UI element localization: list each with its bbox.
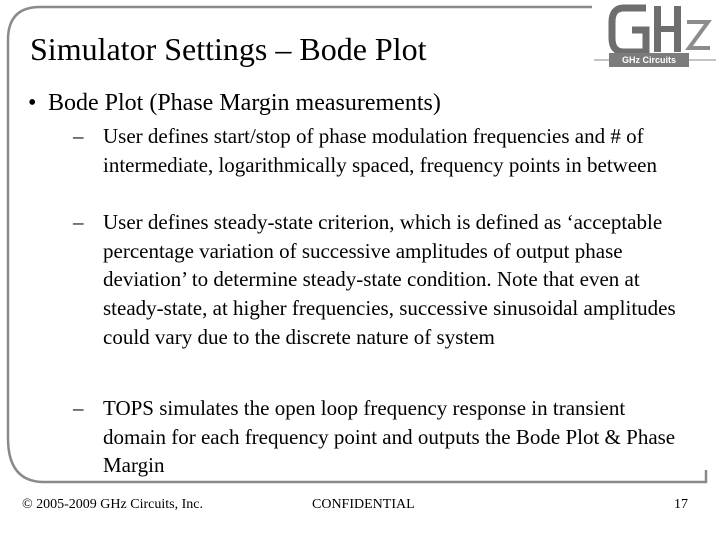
main-bullet bbox=[28, 88, 441, 118]
sub-bullet-text: User defines start/stop of phase modulation frequencies and # of intermediate, logarithmically spaced, frequency points in between bbox=[103, 124, 657, 177]
footer-page-number: 17 bbox=[674, 497, 688, 512]
sub-bullet-marker: – bbox=[73, 396, 84, 420]
sub-bullet-text: TOPS simulates the open loop frequency response in transient domain for each frequency point and outputs the Bode Plot & Phase Margin bbox=[103, 396, 676, 478]
sub-bullet-text: User defines steady-state criterion, which is defined as ‘acceptable percentage variation of successive amplitudes of output phase deviation’ to determine steady-state condition. Note that even at steady-state, at higher frequencies, successive sinusoidal amplitudes could vary due to the discrete nature of system bbox=[103, 210, 676, 349]
bullet-marker: • bbox=[28, 90, 37, 116]
sub-bullet-marker: – bbox=[73, 210, 84, 234]
footer-confidential: CONFIDENTIAL bbox=[312, 497, 415, 512]
main-bullet-text: Bode Plot (Phase Margin measurements) bbox=[48, 90, 441, 116]
footer-copyright: © 2005-2009 GHz Circuits, Inc. bbox=[22, 497, 203, 512]
slide-title: Simulator Settings – Bode Plot bbox=[30, 31, 427, 67]
sub-bullet bbox=[73, 208, 683, 352]
sub-bullet-marker: – bbox=[73, 124, 84, 148]
logo-caption: GHz Circuits bbox=[609, 53, 689, 67]
sub-bullet bbox=[73, 394, 683, 480]
sub-bullet bbox=[73, 122, 683, 179]
